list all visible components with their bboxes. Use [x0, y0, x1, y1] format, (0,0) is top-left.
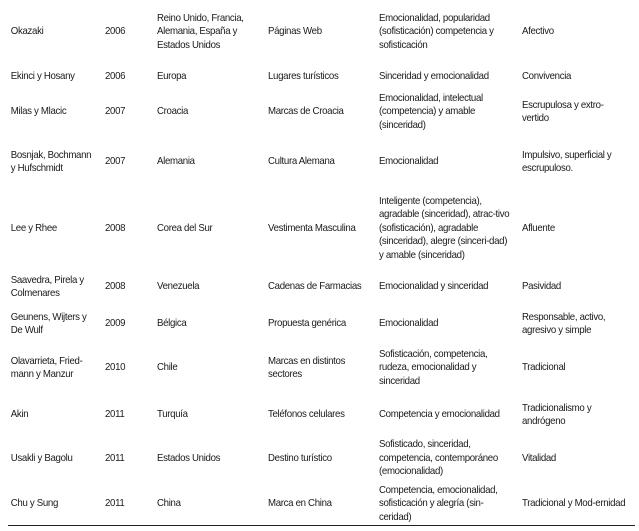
year-cell: 2007: [105, 105, 126, 118]
object-cell: Cultura Alemana: [267, 155, 335, 168]
country-cell: Chile: [156, 361, 178, 374]
object-cell: Marcas de Croacia: [267, 105, 344, 118]
country-cell: Corea del Sur: [156, 221, 213, 234]
year-cell: 2008: [105, 280, 126, 293]
country-cell: Turquía: [156, 408, 188, 421]
year-cell: 2007: [105, 155, 126, 168]
personality-cell: Afluente: [521, 221, 555, 234]
year-cell: 2010: [105, 361, 126, 374]
year-cell: 2006: [105, 25, 126, 38]
personality-cell: Impulsivo, superficial y escrupuloso.: [521, 148, 612, 174]
author-cell: Olavarrieta, Fried-mann y Manzur: [10, 354, 83, 380]
author-cell: Lee y Rhee: [10, 221, 57, 234]
personality-cell: Convivencia: [521, 69, 572, 82]
dimensions-cell: Competencia y emocionalidad: [379, 408, 500, 421]
dimensions-cell: Emocionalidad: [379, 155, 439, 168]
table-row: [8, 481, 636, 527]
year-cell: 2008: [105, 221, 126, 234]
dimensions-cell: Inteligente (competencia), agradable (sinceridad), atrac-tivo (sofisticación), agradable (sinceridad), alegre (sinceri-dad) y amable (sinceridad): [379, 194, 510, 261]
author-cell: Akin: [10, 408, 29, 421]
year-cell: 2011: [105, 451, 125, 464]
object-cell: Teléfonos celulares: [267, 408, 345, 421]
table-row: [8, 394, 636, 436]
object-cell: Lugares turísticos: [267, 69, 339, 82]
author-cell: Ekinci y Hosany: [10, 69, 75, 82]
table-row: [8, 342, 636, 394]
year-cell: 2009: [105, 317, 126, 330]
object-cell: Vestimenta Masculina: [267, 221, 356, 234]
personality-cell: Escrupulosa y extro-vertido: [521, 98, 604, 124]
dimensions-cell: Emocionalidad, popularidad (sofisticación) competencia y sofisticación: [379, 11, 494, 51]
country-cell: Bélgica: [156, 317, 187, 330]
country-cell: Estados Unidos: [156, 451, 221, 464]
dimensions-cell: Sinceridad y emocionalidad: [379, 69, 489, 82]
table-row: [8, 436, 636, 481]
object-cell: Páginas Web: [268, 25, 322, 38]
author-cell: Geunens, Wijters y De Wulf: [10, 310, 87, 336]
country-cell: Reino Unido, Francia, Alemania, España y Estados Unidos: [156, 11, 244, 51]
author-cell: Bosnjak, Bochmann y Hufschmidt: [10, 148, 92, 174]
personality-cell: Responsable, activo, agresivo y simple: [521, 310, 606, 336]
table-row: [8, 89, 636, 135]
author-cell: Usakli y Bagolu: [10, 451, 73, 464]
author-cell: Saavedra, Pirela y Colmenares: [10, 273, 84, 299]
dimensions-cell: Competencia, emocionalidad, sofisticación y alegría (sin-ceridad): [379, 483, 498, 523]
object-cell: Marca en China: [267, 497, 332, 510]
table-row: [8, 64, 636, 89]
dimensions-cell: Sofisticado, sinceridad, competencia, contemporáneo (emocionalidad): [379, 438, 498, 478]
personality-cell: Vitalidad: [521, 451, 556, 464]
object-cell: Cadenas de Farmacias: [267, 280, 362, 293]
object-cell: Destino turístico: [267, 451, 332, 464]
author-cell: Milas y Mlacic: [10, 105, 67, 118]
author-cell: Chu y Sung: [10, 497, 59, 510]
year-cell: 2011: [105, 408, 125, 421]
country-cell: China: [156, 497, 181, 510]
country-cell: Europa: [156, 69, 187, 82]
country-cell: Venezuela: [156, 280, 200, 293]
dimensions-cell: Sofisticación, competencia, rudeza, emocionalidad y sinceridad: [379, 347, 488, 387]
country-cell: Alemania: [156, 155, 195, 168]
studies-table: [8, 0, 636, 527]
personality-cell: Pasividad: [521, 280, 561, 293]
dimensions-cell: Emocionalidad: [379, 317, 439, 330]
table-row: [8, 189, 636, 268]
table-row: [8, 268, 636, 306]
table-bottom-rule: [8, 525, 635, 526]
table-row: [8, 135, 636, 189]
table-row: [8, 306, 636, 342]
author-cell: Okazaki: [10, 25, 44, 38]
year-cell: 2011: [105, 497, 125, 510]
personality-cell: Tradicionalismo y andrógeno: [521, 401, 592, 427]
object-cell: Propuesta genérica: [267, 317, 346, 330]
table-row: [8, 0, 636, 64]
personality-cell: Tradicional: [521, 361, 566, 374]
dimensions-cell: Emocionalidad, intelectual (competencia) y amable (sinceridad): [379, 91, 483, 131]
personality-cell: Afectivo: [521, 25, 554, 38]
year-cell: 2006: [105, 69, 126, 82]
dimensions-cell: Emocionalidad y sinceridad: [379, 280, 489, 293]
country-cell: Croacia: [156, 105, 188, 118]
personality-cell: Tradicional y Mod-ernidad: [521, 497, 626, 510]
object-cell: Marcas en distintos sectores: [267, 354, 346, 380]
